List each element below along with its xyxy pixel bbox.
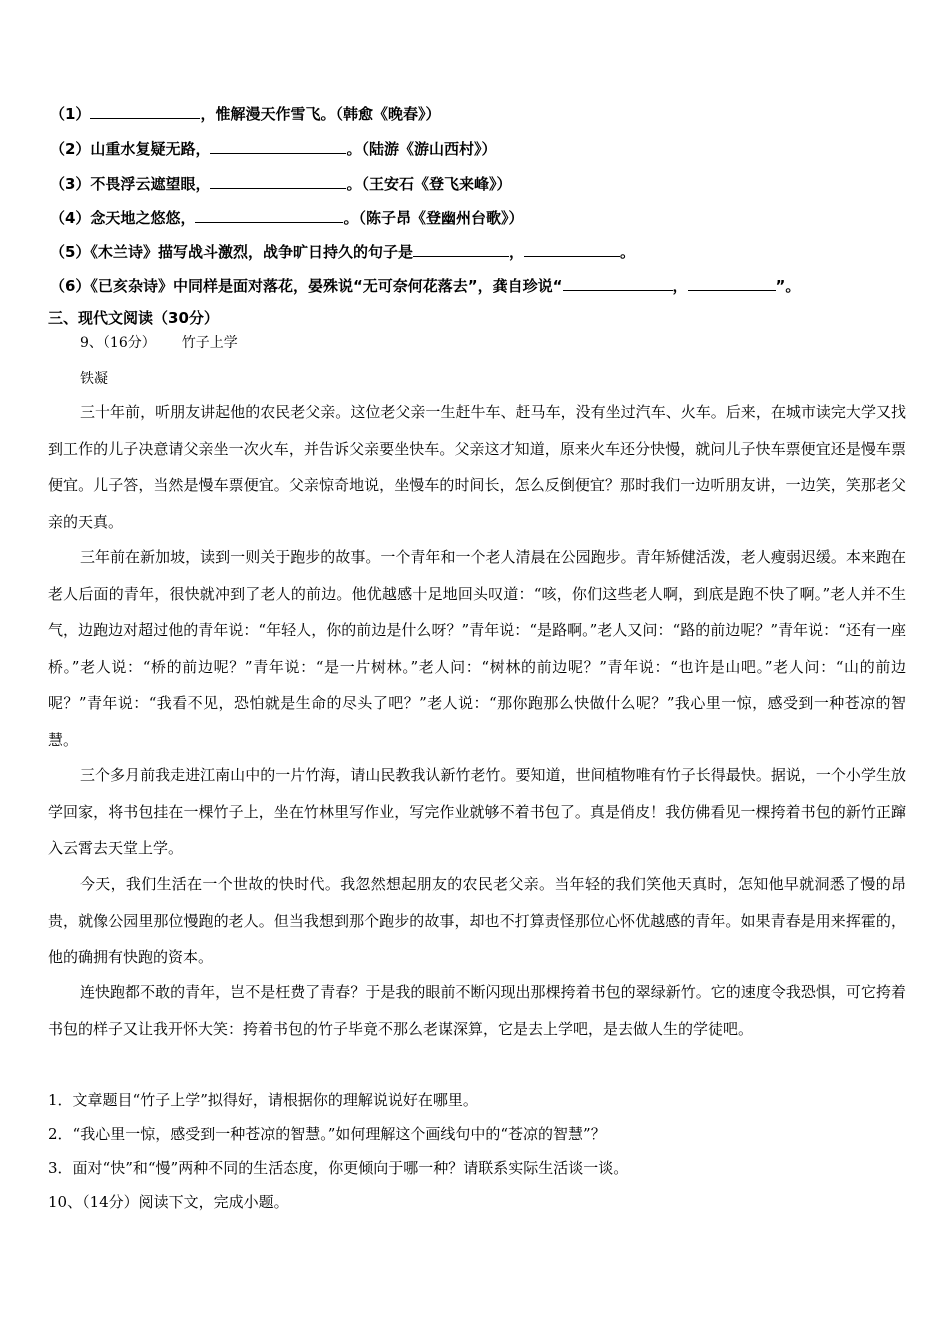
answer-blank [210, 139, 346, 154]
question-item-1: 1．文章题目“竹子上学”拟得好，请根据你的理解说说好在哪里。 [48, 1091, 478, 1109]
answer-blank [195, 208, 343, 223]
fill-blank-line-5 [50, 241, 635, 262]
line-text: （1） [50, 105, 91, 123]
answer-blank [688, 276, 776, 291]
fill-blank-line-6 [50, 275, 800, 296]
line-text: （2）山重水复疑无路， [50, 140, 211, 158]
section-title: 三、现代文阅读（30分） [48, 309, 219, 327]
article-title: 竹子上学 [181, 335, 238, 351]
line-text: ， [672, 277, 688, 295]
answer-blank [210, 174, 346, 189]
article-paragraph-2: 三年前在新加坡，读到一则关于跑步的故事。一个青年和一个老人清晨在公园跑步。青年矫健活泼，老人瘦弱迟缓。本来跑在老人后面的青年，很快就冲到了老人的前边。他优越感十足地回头叹道：“咳，你们这些老人啊，到底是跑不快了啊。”老人并不生气，边跑边对超过他的青年说：“年轻人，你的前边是什么呀？”青年说：“是路啊。”老人又问：“路的前边呢？”青年说：“还有一座桥。”老人说：“桥的前边呢？”青年说：“是一片树林。”老人问：“树林的前边呢？”青年说：“也许是山吧。”老人问：“山的前边呢？”青年说：“我看不见，恐怕就是生命的尽头了吧？”老人说：“那你跑那么快做什么呢？”我心里一惊，感受到一种苍凉的智慧。 [48, 548, 906, 749]
article-paragraph-3: 三个多月前我走进江南山中的一片竹海，请山民教我认新竹老竹。要知道，世间植物唯有竹子长得最快。据说，一个小学生放学回家，将书包挂在一棵竹子上，坐在竹林里写作业，写完作业就够不着书包了。真是俏皮！我仿佛看见一棵挎着书包的新竹正蹿入云霄去天堂上学。 [48, 766, 906, 857]
article-paragraph-5: 连快跑都不敢的青年，岂不是枉费了青春？于是我的眼前不断闪现出那棵挎着书包的翠绿新竹。它的速度令我恐惧，可它挎着书包的样子又让我开怀大笑：挎着书包的竹子毕竟不那么老谋深算，它是去上学吧，是去做人生的学徒吧。 [48, 983, 906, 1038]
article-paragraph-1: 三十年前，听朋友讲起他的农民老父亲。这位老父亲一生赶牛车、赶马车，没有坐过汽车、火车。后来，在城市读完大学又找到工作的儿子决意请父亲坐一次火车，并告诉父亲要坐快车。父亲这才知道，原来火车还分快慢，就问儿子快车票便宜还是慢车票便宜。儿子答，当然是慢车票便宜。父亲惊奇地说，坐慢车的时间长，怎么反倒便宜？那时我们一边听朋友讲，一边笑，笑那老父亲的天真。 [48, 403, 906, 531]
line-text: 。（王安石《登飞来峰》） [346, 175, 512, 193]
line-text: （3）不畏浮云遮望眼， [50, 175, 211, 193]
answer-blank [524, 242, 620, 257]
line-text: （4）念天地之悠悠， [50, 209, 196, 227]
line-text: （6）《已亥杂诗》中同样是面对落花，晏殊说“无可奈何花落去”，龚自珍说“ [50, 277, 563, 295]
answer-blank [413, 242, 509, 257]
fill-blank-line-3 [50, 173, 511, 194]
question-item-3: 3．面对“快”和“慢”两种不同的生活态度，你更倾向于哪一种？请联系实际生活谈一谈。 [48, 1159, 629, 1177]
line-text: 。（陈子昂《登幽州台歌》） [343, 209, 524, 227]
answer-blank [90, 104, 200, 119]
line-text: ”。 [775, 277, 801, 295]
line-text: 。 [619, 243, 635, 261]
fill-blank-line-1 [50, 103, 440, 124]
question-9-header [80, 332, 238, 352]
line-text: ，惟解漫天作雪飞。（韩愈《晚春》） [200, 105, 441, 123]
article-author: 铁凝 [80, 371, 108, 387]
question-number: 9、（16分） [80, 335, 156, 351]
line-text: 。（陆游《游山西村》） [346, 140, 497, 158]
answer-blank [563, 276, 673, 291]
article-paragraph-4: 今天，我们生活在一个世故的快时代。我忽然想起朋友的农民老父亲。当年轻的我们笑他天真时，怎知他早就洞悉了慢的昂贵，就像公园里那位慢跑的老人。但当我想到那个跑步的故事，却也不打算责怪那位心怀优越感的青年。如果青春是用来挥霍的，他的确拥有快跑的资本。 [48, 875, 906, 966]
question-item-2: 2．“我心里一惊，感受到一种苍凉的智慧。”如何理解这个画线句中的“苍凉的智慧”？ [48, 1125, 606, 1143]
fill-blank-line-2 [50, 138, 496, 159]
fill-blank-line-4 [50, 207, 523, 228]
line-text: ， [508, 243, 524, 261]
line-text: （5）《木兰诗》描写战斗激烈，战争旷日持久的句子是 [50, 243, 413, 261]
question-10-header: 10、（14分）阅读下文，完成小题。 [48, 1193, 289, 1211]
